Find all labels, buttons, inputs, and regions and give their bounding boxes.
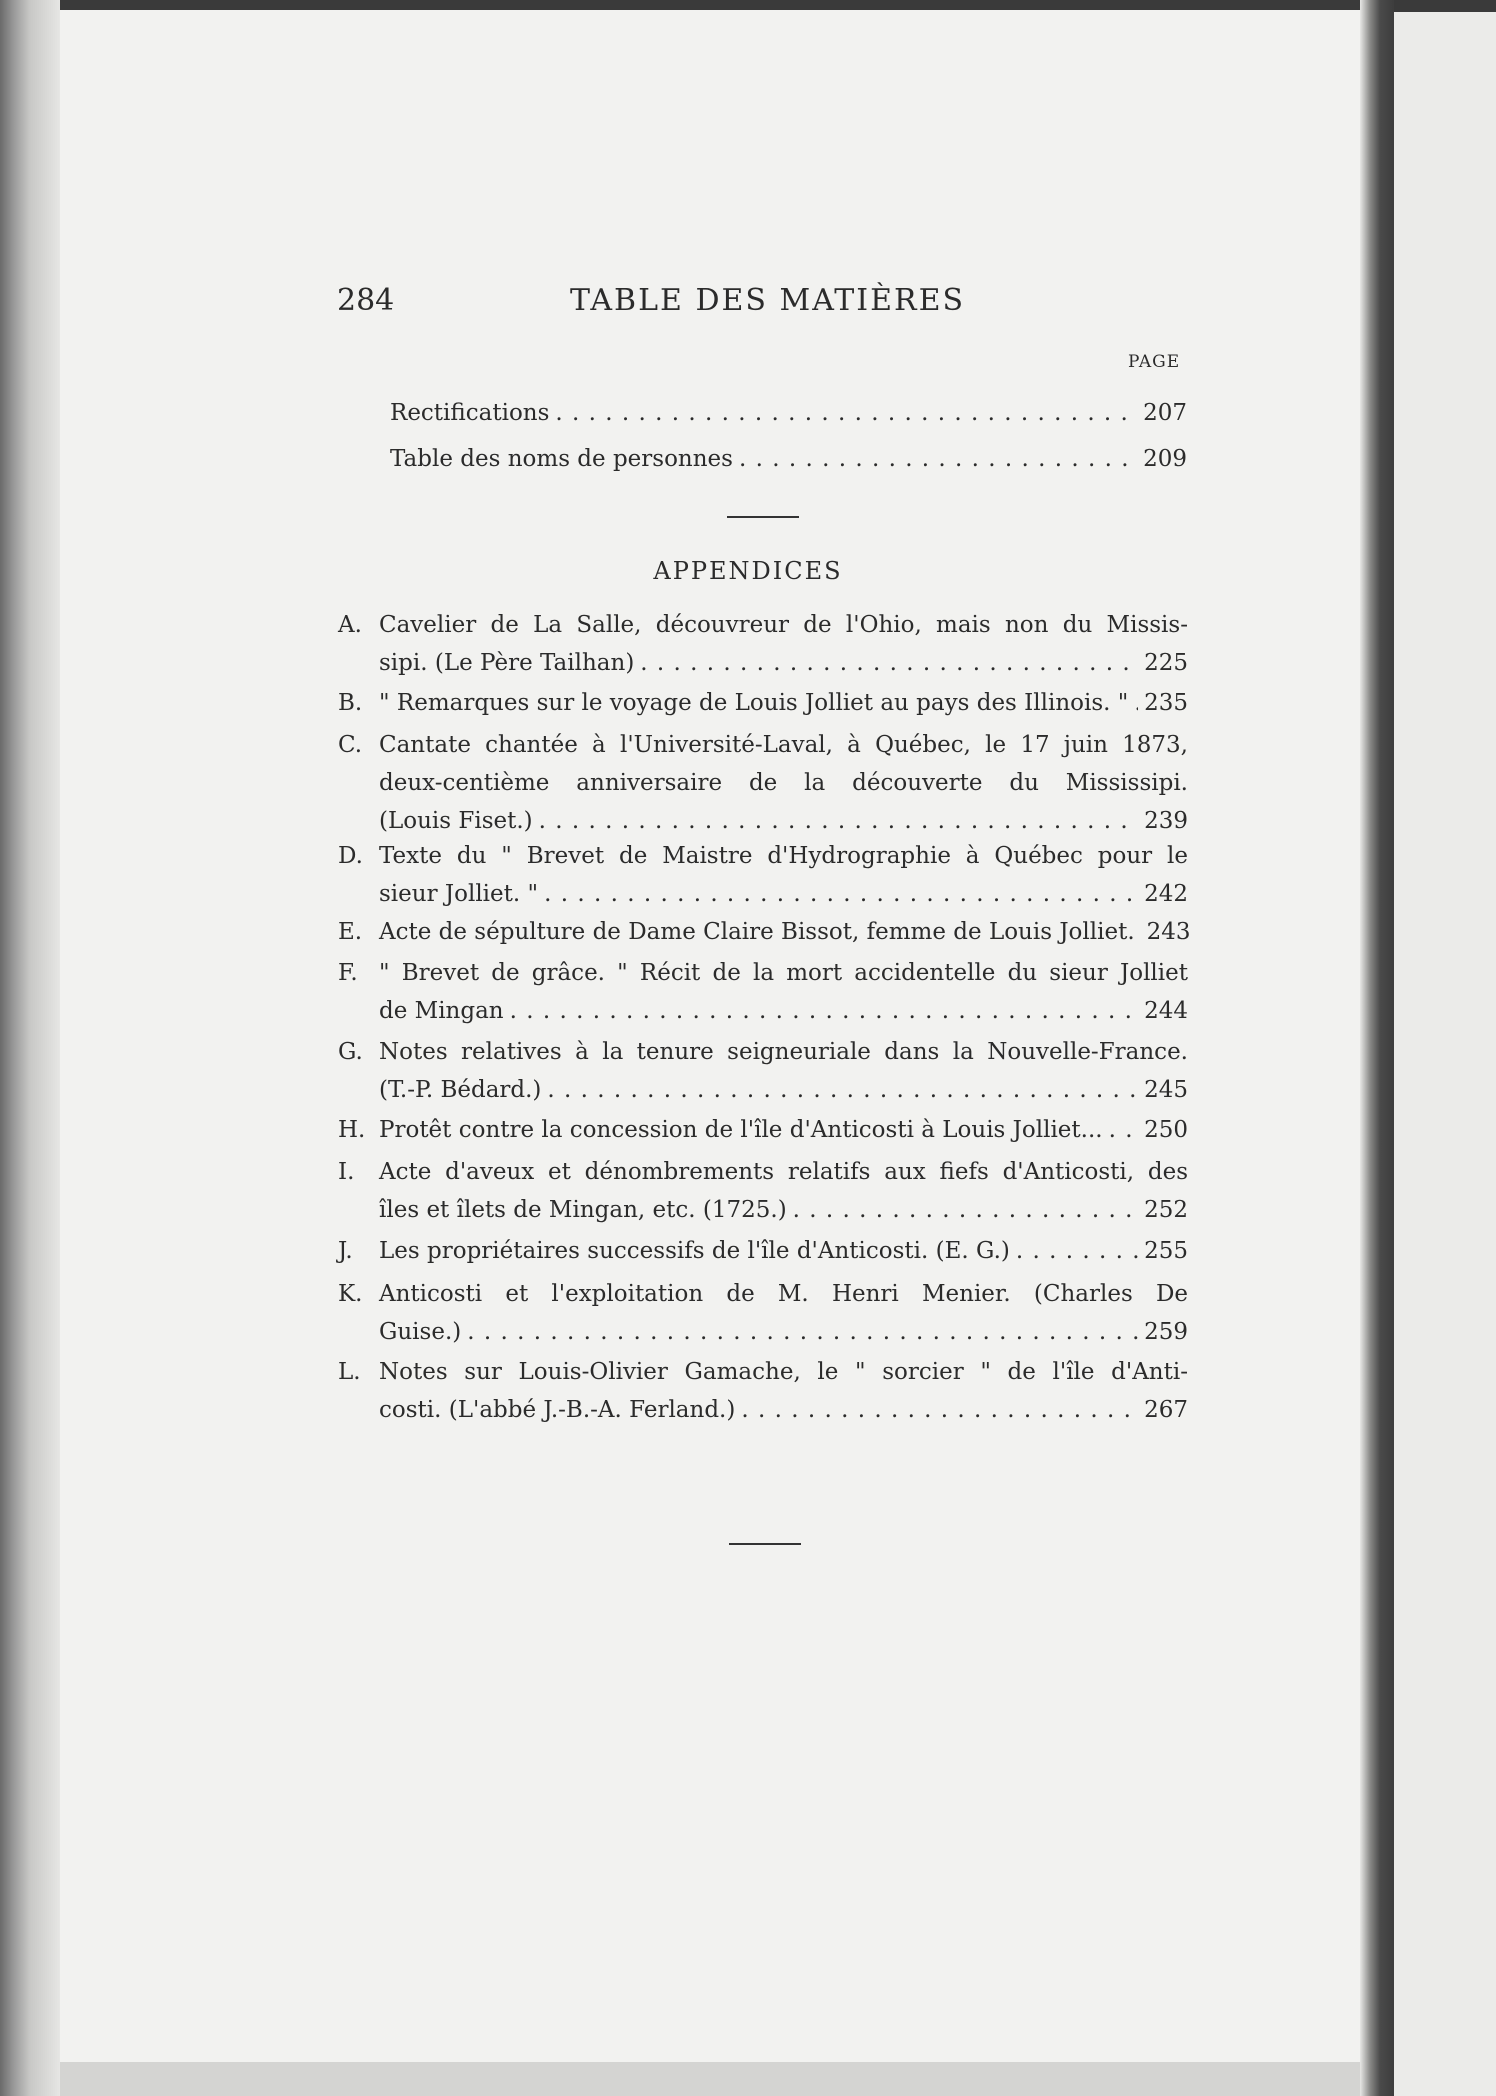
appendix-entry — [338, 1033, 1188, 1109]
appendix-entry — [338, 1275, 1188, 1351]
appendix-line: Guise.) — [379, 1319, 462, 1345]
appendix-entry — [338, 837, 1188, 913]
facing-page-edge — [1394, 12, 1496, 2096]
dot-leader — [793, 1191, 1138, 1229]
appendix-text — [379, 726, 1188, 840]
toc-entry-title: Rectifications — [390, 400, 550, 426]
appendix-line: Texte du " Brevet de Maistre d'Hydrographie à Québec pour le — [379, 843, 1188, 869]
dot-leader — [467, 1313, 1138, 1351]
appendix-last-line — [379, 1391, 1188, 1429]
end-divider — [729, 1543, 801, 1545]
dot-leader — [1109, 1111, 1139, 1149]
dot-leader — [544, 875, 1138, 913]
appendix-text — [379, 1153, 1188, 1229]
page-bottom-edge — [60, 2062, 1360, 2096]
appendix-line: Acte de sépulture de Dame Claire Bissot, femme de Louis Jolliet. — [379, 919, 1135, 945]
appendix-letter: J. — [338, 1238, 353, 1264]
appendix-letter: E. — [338, 919, 363, 945]
appendix-entry — [338, 606, 1188, 682]
appendix-letter: L. — [338, 1359, 361, 1385]
appendix-last-line — [379, 992, 1188, 1030]
appendix-last-line — [379, 684, 1188, 722]
appendix-line: de Mingan — [379, 998, 504, 1024]
appendix-last-line — [379, 875, 1188, 913]
appendix-line: deux-centième anniversaire de la découverte du Mississipi. — [379, 770, 1188, 796]
appendix-page: 239 — [1144, 808, 1188, 834]
section-divider — [727, 516, 799, 518]
appendix-last-line — [379, 913, 1191, 951]
dot-leader — [1016, 1232, 1138, 1270]
appendix-line: Notes relatives à la tenure seigneuriale dans la Nouvelle-France. — [379, 1039, 1188, 1065]
dot-leader — [640, 644, 1138, 682]
appendix-text — [379, 913, 1191, 951]
page-column-label: PAGE — [1128, 352, 1181, 372]
toc-entry-page: 209 — [1143, 446, 1187, 472]
appendix-last-line — [379, 1111, 1188, 1149]
appendix-entry — [338, 913, 1191, 951]
appendix-text — [379, 1033, 1188, 1109]
appendix-letter: B. — [338, 690, 363, 716]
appendix-entry — [338, 1353, 1188, 1429]
appendix-last-line — [379, 1313, 1188, 1351]
appendix-line: " Brevet de grâce. " Récit de la mort accidentelle du sieur Jolliet — [379, 960, 1188, 986]
appendix-letter: D. — [338, 843, 363, 869]
appendix-text — [379, 606, 1188, 682]
dot-leader — [1134, 684, 1138, 722]
appendix-line: Notes sur Louis-Olivier Gamache, le " sorcier " de l'île d'Anti- — [379, 1359, 1188, 1385]
appendices-heading: APPENDICES — [653, 557, 843, 585]
appendix-last-line — [379, 1232, 1188, 1270]
appendix-page: 267 — [1144, 1397, 1188, 1423]
appendix-entry — [338, 726, 1188, 840]
appendix-entry — [338, 1232, 1188, 1270]
appendix-letter: H. — [338, 1117, 366, 1143]
appendix-text — [379, 1111, 1188, 1149]
book-gutter — [1360, 0, 1394, 2096]
appendix-entry — [338, 1111, 1188, 1149]
appendix-line: Cavelier de La Salle, découvreur de l'Ohio, mais non du Missis- — [379, 612, 1188, 638]
appendix-page: 243 — [1146, 919, 1191, 945]
appendix-last-line — [379, 1191, 1188, 1229]
appendix-letter: A. — [338, 612, 362, 638]
appendix-letter: K. — [338, 1281, 363, 1307]
appendix-entry — [338, 1153, 1188, 1229]
appendix-last-line — [379, 802, 1188, 840]
appendix-page: 255 — [1144, 1238, 1188, 1264]
toc-entry-table-des-noms — [390, 440, 1187, 478]
appendix-line: Cantate chantée à l'Université-Laval, à Québec, le 17 juin 1873, — [379, 732, 1188, 758]
appendix-text — [379, 1232, 1188, 1270]
appendix-letter: F. — [338, 960, 358, 986]
appendix-page: 244 — [1144, 998, 1188, 1024]
toc-entry-page: 207 — [1143, 400, 1187, 426]
appendix-text — [379, 837, 1188, 913]
appendix-line: Anticosti et l'exploitation de M. Henri Menier. (Charles De — [379, 1281, 1188, 1307]
appendix-last-line — [379, 644, 1188, 682]
appendix-page: 252 — [1144, 1197, 1188, 1223]
appendix-line: Les propriétaires successifs de l'île d'Anticosti. (E. G.) — [379, 1238, 1010, 1264]
dot-leader — [510, 992, 1138, 1030]
dot-leader — [741, 1391, 1138, 1429]
appendix-line: sipi. (Le Père Tailhan) — [379, 650, 635, 676]
appendix-text — [379, 1353, 1188, 1429]
appendix-text — [379, 954, 1188, 1030]
appendix-page: 242 — [1144, 881, 1188, 907]
appendix-entry — [338, 954, 1188, 1030]
appendix-text — [379, 1275, 1188, 1351]
appendix-line: Acte d'aveux et dénombrements relatifs aux fiefs d'Anticosti, des — [379, 1159, 1188, 1185]
running-head: TABLE DES MATIÈRES — [570, 283, 966, 318]
appendix-last-line — [379, 1071, 1188, 1109]
page-number: 284 — [337, 283, 395, 318]
dot-leader — [547, 1071, 1138, 1109]
dot-leader — [539, 802, 1138, 840]
appendix-text — [379, 684, 1188, 722]
dot-leader — [739, 440, 1137, 478]
appendix-line: (T.-P. Bédard.) — [379, 1077, 542, 1103]
book-left-edge — [0, 0, 60, 2096]
appendix-line: (Louis Fiset.) — [379, 808, 533, 834]
appendix-page: 225 — [1144, 650, 1188, 676]
appendix-page: 250 — [1144, 1117, 1188, 1143]
appendix-line: costi. (L'abbé J.-B.-A. Ferland.) — [379, 1397, 736, 1423]
appendix-line: " Remarques sur le voyage de Louis Jolliet au pays des Illinois. " — [379, 690, 1129, 716]
appendix-letter: I. — [338, 1159, 355, 1185]
appendix-entry — [338, 684, 1188, 722]
toc-entry-rectifications — [390, 394, 1187, 432]
appendix-page: 235 — [1144, 690, 1188, 716]
toc-entry-title: Table des noms de personnes — [390, 446, 733, 472]
appendix-line: sieur Jolliet. " — [379, 881, 539, 907]
appendix-letter: G. — [338, 1039, 363, 1065]
appendix-page: 259 — [1144, 1319, 1188, 1345]
dot-leader — [555, 394, 1137, 432]
appendix-page: 245 — [1144, 1077, 1188, 1103]
appendix-letter: C. — [338, 732, 363, 758]
appendix-line: Protêt contre la concession de l'île d'Anticosti à Louis Jolliet... — [379, 1117, 1103, 1143]
appendix-line: îles et îlets de Mingan, etc. (1725.) — [379, 1197, 787, 1223]
